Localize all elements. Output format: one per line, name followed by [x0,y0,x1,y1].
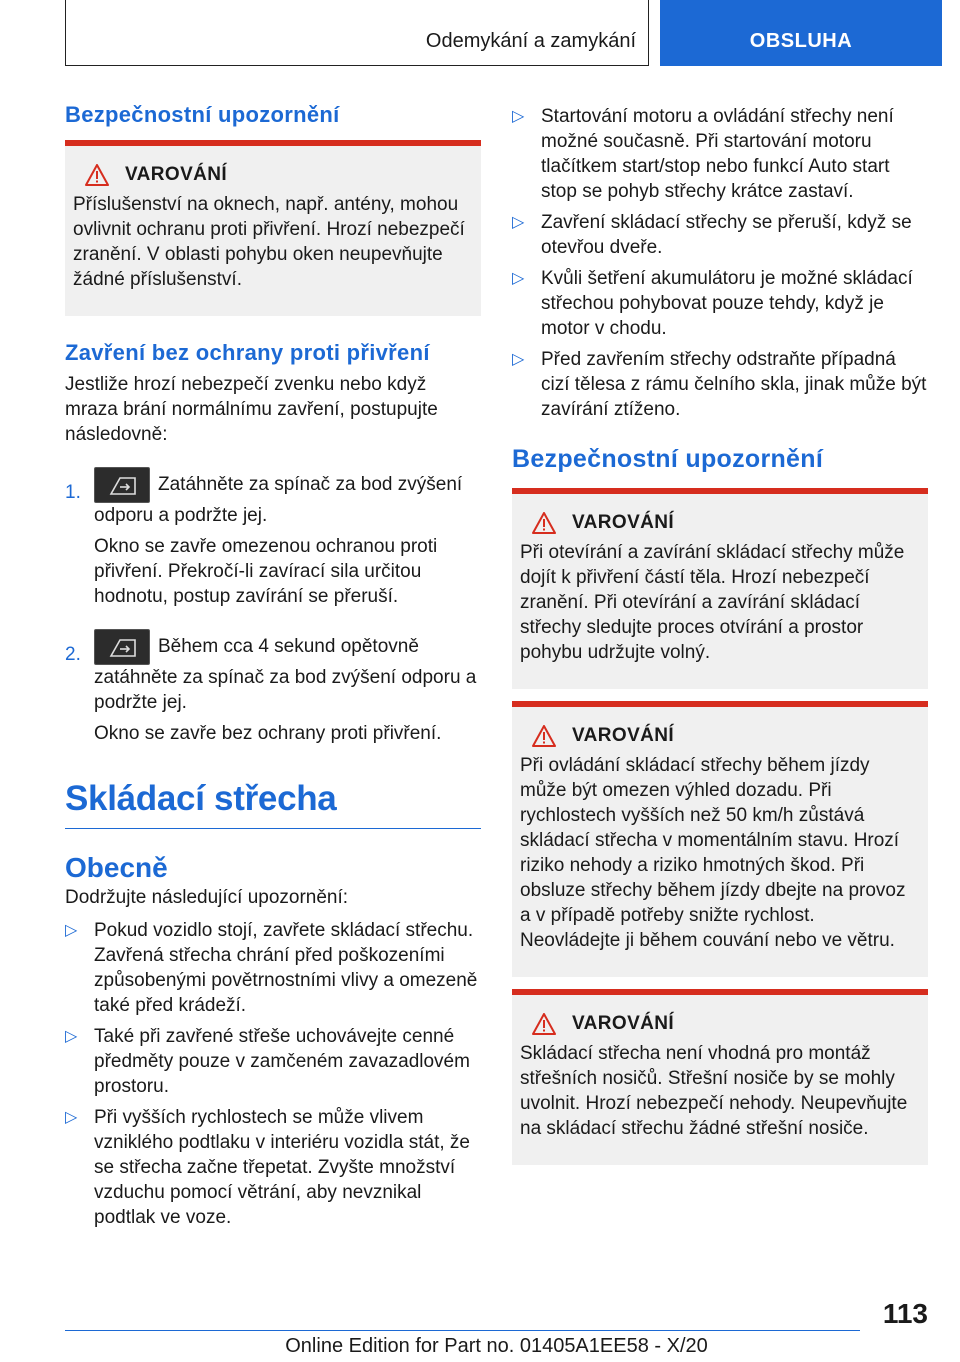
header-badge-box [660,0,942,66]
window-switch-icon [94,467,150,503]
window-switch-icon [94,629,150,665]
warning-box-2 [512,488,928,689]
roof-heading: Skládací střecha [65,778,481,829]
step-item [65,629,481,746]
right-column [512,100,928,1165]
section-title: Odemykání a zamykání [425,30,636,52]
warning-box-4 [512,989,928,1165]
list-item: ▷ Pokud vozidlo stojí, zavřete skládací střechu. Zavřená střecha chrání před poškozeními způsobenými povětrnostními vlivy a omezeně také před krádeží. [65,920,478,1016]
list-item: ▷ Při vyšších rychlostech se může vlivem vzniklého podtlaku v interiéru vozidla stát, že se střecha začne třepetat. Zvyšte množství vzduchu pomocí větrání, aby nevznikal podtlak ve voze. [65,1107,470,1228]
header-section-box [65,0,649,66]
warning-text: Příslušenství na oknech, např. antény, mohou ovlivnit ochranu proti přivření. Hrozí nebezpečí zranění. V oblasti pohybu oken neupevňujte žádné příslušenství. [73,194,465,290]
warning-text: Při ovládání skládací střechy během jízdy může být omezen výhled dozadu. Při rychlostech vyšších než 50 km/h zůstává skládací střecha v momentálním stavu. Hrozí riziko nehody a riziko hmotných škod. Při obsluze střechy během jízdy dbejte na provoz a v případě potřeby snižte rychlost. Neovládejte ji během couvání nebo ve větru. [520,755,906,951]
warning-triangle-icon [532,1013,556,1035]
safety-heading-left: Bezpečnostní upozornění [65,102,340,127]
step-item [65,467,481,609]
warning-title: VAROVÁNÍ [572,512,675,533]
general-intro: Dodržujte následující upozornění: [65,887,349,908]
closing-heading: Zavření bez ochrany proti přivření [65,340,430,365]
warning-box-3 [512,701,928,977]
footer-edition: Online Edition for Part no. 01405A1EE58 - X/20 [285,1335,708,1357]
warning-title: VAROVÁNÍ [572,725,675,746]
triangle-bullet-icon: ▷ [512,108,525,125]
page-number: 113 [882,1298,928,1329]
list-item: ▷ Také při zavřené střeše uchovávejte cenné předměty pouze v zamčeném zavazadlovém prostoru. [65,1026,470,1097]
list-item: ▷ Zavření skládací střechy se přeruší, když se otevřou dveře. [512,212,912,258]
roof-bullets [512,104,928,422]
left-column [65,100,481,1236]
closing-steps [65,467,481,746]
general-bullets [65,918,481,1230]
triangle-bullet-icon: ▷ [512,214,525,231]
warning-box-1 [65,140,481,316]
list-item: ▷ Před zavřením střechy odstraňte případná cizí tělesa z rámu čelního skla, jinak může být zavírání ztíženo. [512,349,927,420]
triangle-bullet-icon: ▷ [65,922,78,939]
warning-text: Skládací střecha není vhodná pro montáž střešních nosičů. Střešní nosiče by se mohly uvolnit. Hrozí nebezpečí nehody. Neupevňujte na skládací střechu žádné střešní nosiče. [520,1043,908,1139]
warning-text: Při otevírání a zavírání skládací střechy může dojít k přivření částí těla. Hrozí nebezpečí zranění. Při otevírání a zavírání skládací střechy sledujte proces otvírání a prostor pohybu udržujte volný. [520,542,905,663]
list-item: ▷ Startování motoru a ovládání střechy není možné současně. Při startování motoru tlačítkem start/stop nebo funkcí Auto start stop se pohyb střechy krátce zastaví. [512,106,894,202]
warning-triangle-icon [85,164,109,186]
list-item: ▷ Kvůli šetření akumulátoru je možné skládací střechou pohybovat pouze tehdy, když je motor v chodu. [512,268,913,339]
general-heading: Obecně [65,852,168,883]
warning-title: VAROVÁNÍ [572,1013,675,1034]
step-result: Okno se zavře omezenou ochranou proti přivření. Překročí-li zavírací sila určitou hodnotu, postup zavírání se přeruší. [94,536,438,607]
closing-intro: Jestliže hrozí nebezpečí zvenku nebo když mraza brání normálnímu zavření, postupujte následovně: [65,374,438,445]
warning-triangle-icon [532,512,556,534]
step-text: Během cca 4 sekund opětovně zatáhněte za spínač za bod zvýšení odporu a podržte jej. [94,636,477,713]
step-number: 1. [65,482,81,503]
warning-triangle-icon [532,725,556,747]
chapter-badge: OBSLUHA [749,30,853,52]
footer-rule [65,1330,860,1331]
safety-heading-right: Bezpečnostní upozornění [512,445,824,473]
triangle-bullet-icon: ▷ [65,1109,78,1126]
triangle-bullet-icon: ▷ [65,1028,78,1045]
step-result: Okno se zavře bez ochrany proti přivření. [94,723,442,744]
warning-title: VAROVÁNÍ [125,164,228,185]
step-text: Zatáhněte za spínač za bod zvýšení odporu a podržte jej. [94,474,463,526]
triangle-bullet-icon: ▷ [512,351,525,368]
triangle-bullet-icon: ▷ [512,270,525,287]
step-number: 2. [65,644,81,665]
